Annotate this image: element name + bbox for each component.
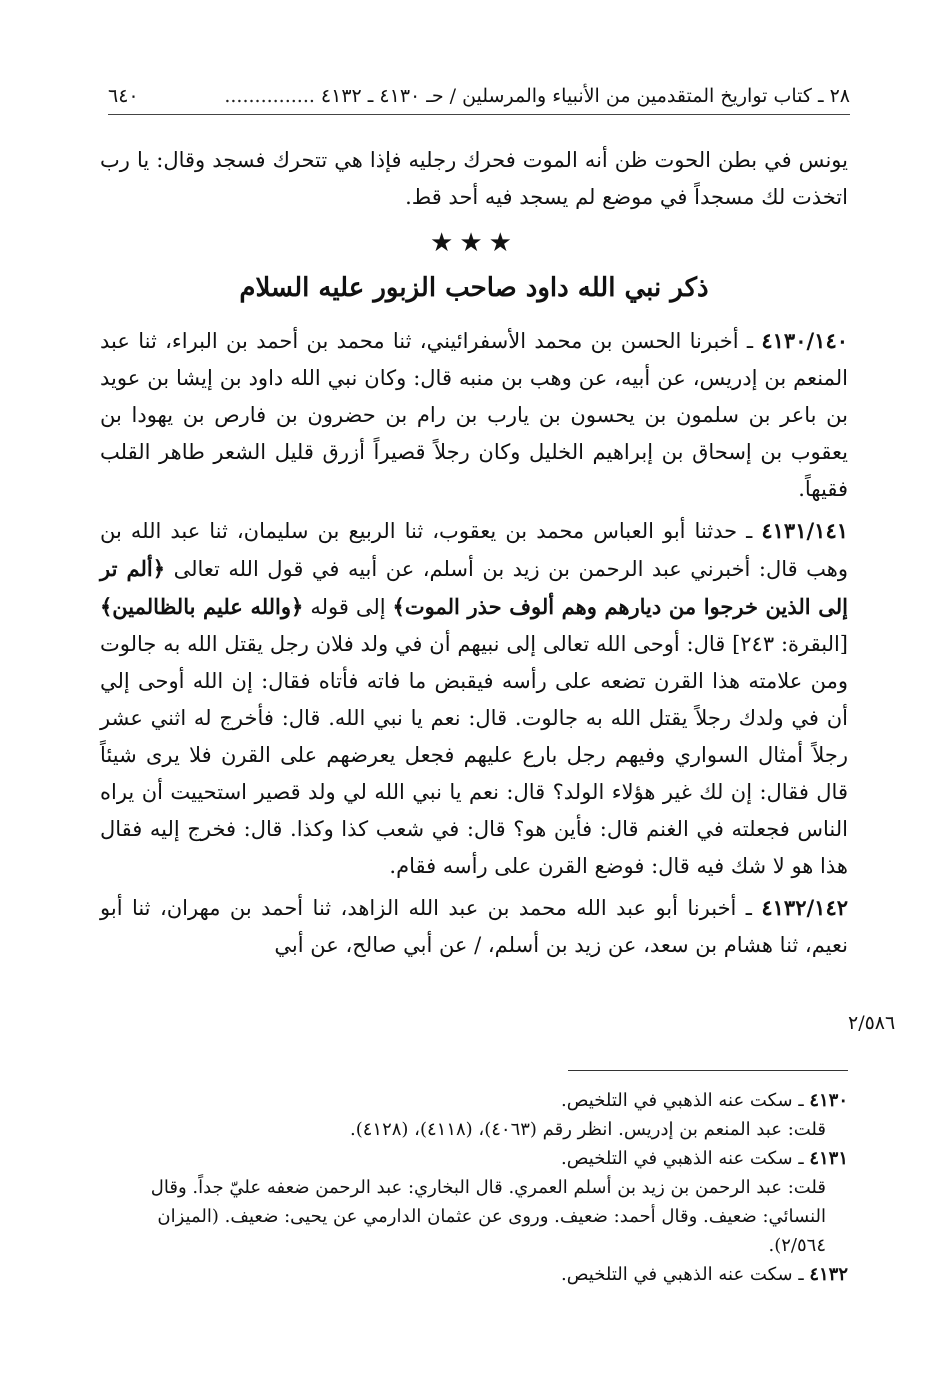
footnote-number: ٤١٣١: [809, 1148, 848, 1169]
hadith-number: ٤١٣٢/١٤٢: [761, 895, 848, 920]
hadith-number: ٤١٣١/١٤١: [761, 518, 848, 543]
page-number: ٦٤٠: [108, 85, 139, 107]
leader-dots: ...............: [224, 85, 315, 107]
chapter-title: ذكر نبي الله داود صاحب الزبور عليه السلام: [239, 273, 709, 303]
footnotes: [100, 1086, 848, 1289]
intro-paragraph: يونس في بطن الحوت ظن أنه الموت فحرك رجليه فإذا هي تتحرك فسجد وقال: يا رب اتخذت لك مسجداً في موضع لم يسجد فيه أحد قط.: [100, 148, 848, 209]
header-title: ٢٨ ـ كتاب تواريخ المتقدمين من الأنبياء والمرسلين / حـ ٤١٣٠ ـ ٤١٣٢: [320, 85, 850, 107]
footnote-4130: [100, 1086, 848, 1115]
hadith-text: [البقرة: ٢٤٣] قال: أوحى الله تعالى إلى نبيهم أن في ولد فلان رجل يقتل الله به جالوت ومن علامته هذا القرن تضعه على رأسه فيقبض ما فاته فأتاه فقال: إن الله أوحى إلي أن في ولدك رجلاً يقتل الله به جالوت. قال: نعم يا نبي الله. قال: فأخرج له اثني عشر رجلاً أمثال السواري وفيهم رجل بارع عليهم فجعل يعرضهم على القرن فلا يرى شيئاً قال فقال: إن لك غير هؤلاء الولد؟ قال: نعم يا نبي الله لي ولد قصير استحييت أن يراه الناس فجعلته في الغنم قال: فأين هو؟ قال: في شعب كذا وكذا. قال: فخرج إليه فقال هذا هو لا شك فيه قال: فوضع القرن على رأسه فقام.: [100, 632, 848, 878]
hadith-4132: [100, 889, 848, 964]
hadith-text: ـ أخبرنا أبو عبد الله محمد بن عبد الله الزاهد، ثنا أحمد بن مهران، ثنا أبو نعيم، ثنا هشام بن سعد، عن زيد بن أسلم، / عن أبي صالح، عن أبي: [100, 896, 848, 957]
hadith-text: إلى قوله: [303, 595, 393, 619]
footnote-note: قلت: عبد المنعم بن إدريس. انظر رقم (٤٠٦٣)، (٤١١٨)، (٤١٢٨).: [350, 1119, 826, 1140]
manuscript-margin-reference: ٢/٥٨٦: [848, 1012, 896, 1034]
footnote-text: ـ سكت عنه الذهبي في التلخيص.: [561, 1090, 810, 1111]
footnote-number: ٤١٣٠: [809, 1090, 848, 1111]
header-divider: [108, 114, 850, 115]
footnote-number: ٤١٣٢: [809, 1264, 848, 1285]
footnote-divider: [568, 1070, 848, 1071]
running-header: [108, 84, 850, 108]
quran-quote: ﴿ألم تر إلى الذين خرجوا من ديارهم وهم ألوف حذر الموت﴾: [100, 556, 848, 619]
footnote-4132: [100, 1260, 848, 1289]
footnote-4131: [100, 1144, 848, 1173]
hadith-4131: [100, 512, 848, 885]
main-text: [100, 142, 848, 964]
hadith-text: ـ حدثنا أبو العباس محمد بن يعقوب، ثنا الربيع بن سليمان، ثنا عبد الله بن وهب قال: أخبرني عبد الرحمن بن زيد بن أسلم، عن أبيه في قول الله تعالى: [100, 519, 848, 581]
footnote-text: ـ سكت عنه الذهبي في التلخيص.: [561, 1264, 810, 1285]
quran-quote: ﴿والله عليم بالظالمين﴾: [100, 594, 304, 619]
hadith-text: ـ أخبرنا الحسن بن محمد الأسفرائيني، ثنا محمد بن أحمد بن البراء، ثنا عبد المنعم بن إدريس، عن أبيه، عن وهب بن منبه قال: وكان نبي الله داود بن إيشا بن عويد بن باعر بن سلمون بن يحسون بن يارب بن رام بن حضرون بن فارص بن يهودا بن يعقوب بن إسحاق بن إبراهيم الخليل وكان رجلاً قصيراً أزرق قليل الشعر طاهر القلب فقيهاً.: [100, 329, 848, 501]
hadith-4130: [100, 322, 848, 508]
section-stars: ★★★: [430, 228, 518, 258]
hadith-number: ٤١٣٠/١٤٠: [761, 328, 848, 353]
footnote-text: ـ سكت عنه الذهبي في التلخيص.: [561, 1148, 810, 1169]
footnote-note: قلت: عبد الرحمن بن زيد بن أسلم العمري. قال البخاري: عبد الرحمن ضعفه عليّ جداً. وقال النسائي: ضعيف. وقال أحمد: ضعيف. وروى عن عثمان الدارمي عن يحيى: ضعيف. (الميزان ٢/٥٦٤).: [150, 1177, 826, 1256]
